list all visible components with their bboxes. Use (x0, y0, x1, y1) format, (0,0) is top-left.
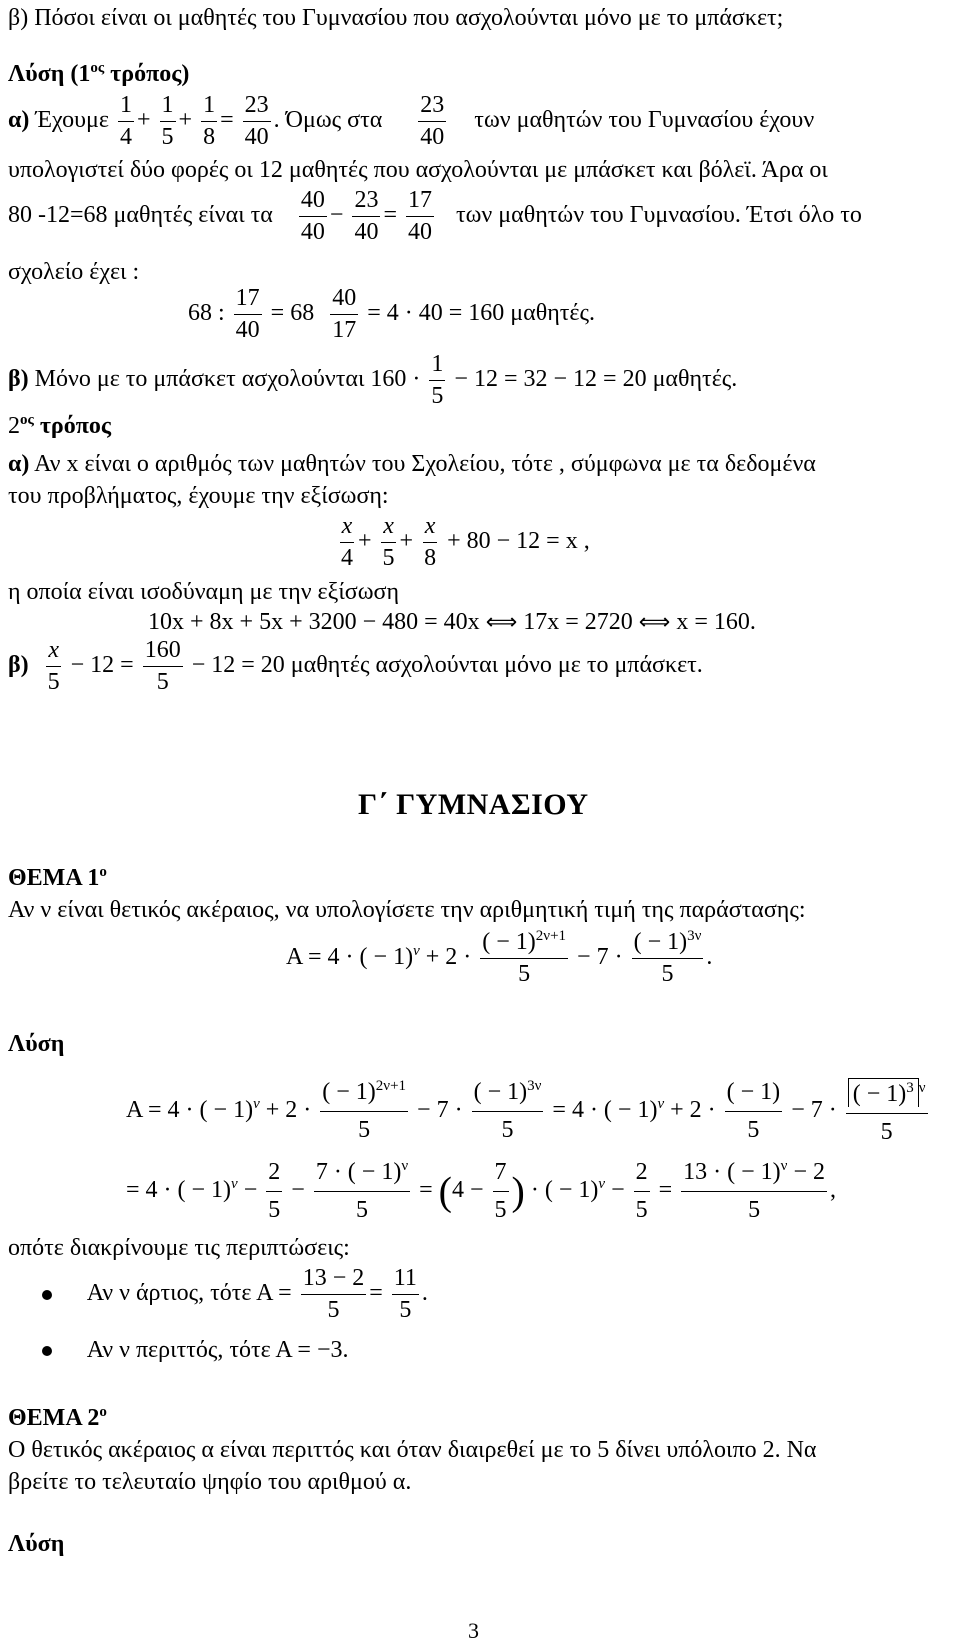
solution1-heading-pre: Λύση (1 (8, 61, 91, 87)
case1-pre: Αν ν άρτιος, τότε Α = (86, 1280, 292, 1307)
fraction-17-40: $\frac{17}{40}$ (407, 187, 432, 246)
fraction-x-5: $\frac{x}{5}$ (382, 513, 395, 572)
deriv-frac-3: $\frac{( - 1)}{5}$ (726, 1079, 781, 1144)
theme1-derivation-2: = 4 · ( − 1)$^\nu$ − $\frac{2}{5}$ − $\frac{7 \cdot ( - 1)^\nu}{5}$ = (4 − $\frac{7}{5}$ ) · ( − 1)$^\nu$ − $\frac{2}{5}$ = $\frac{13 \cdot ( - 1)^\nu - 2}{5}$ , (126, 1158, 837, 1224)
question-b (8, 6, 783, 30)
case1-frac-1: $\frac{13 - 2}{5}$ (302, 1265, 365, 1324)
theme1-solution-label (8, 1032, 64, 1056)
deriv-frac-1: $\frac{( - 1)^{2\nu+1}}{5}$ (322, 1078, 407, 1144)
calc-pre: 68 : (188, 300, 225, 327)
theme1-cases-intro (8, 1236, 350, 1260)
solution2-heading-pre: 2 (8, 413, 20, 439)
solution2-heading-post: τρόπος (33, 413, 112, 439)
solution1-heading-post: τρόπος) (104, 61, 190, 87)
label-b: β) (8, 366, 29, 393)
label-a2: α) (8, 451, 30, 477)
fraction-23-40: $\frac{23}{40}$ (244, 92, 269, 151)
solution2-heading-sup: ος (20, 412, 34, 428)
deriv-frac-7: $\frac{7}{5}$ (494, 1159, 507, 1224)
label-a: α) (8, 107, 30, 134)
theme1-heading (8, 866, 107, 890)
line3-pre: 80 -12=68 μαθητές είναι τα (8, 202, 273, 229)
theme1-problem (8, 898, 806, 922)
theme1-heading-sup: ο (99, 864, 107, 880)
b-text-pre: Μόνο με το μπάσκετ ασχολούνται 160 · (34, 366, 421, 393)
theme1-solution-label-text: Λύση (8, 1031, 65, 1057)
equiv-text: η οποία είναι ισοδύναμη με την εξίσωση (8, 579, 399, 605)
fraction-1-4: $\frac{1}{4}$ (120, 92, 132, 151)
theme2-problem-2-text: βρείτε το τελευταίο ψηφίο του αριθμού α. (8, 1469, 412, 1495)
case1-post: . (421, 1280, 428, 1307)
b2-mid: − 12 = (70, 652, 134, 679)
solution1-line3: 80 -12=68 μαθητές είναι τα $\frac{40}{40}$ − $\frac{23}{40}$ = $\frac{17}{40}$ των μαθητών του Γυμνασίου. Έτσι όλο το (8, 187, 862, 246)
solution1-calc (188, 286, 595, 343)
deriv-frac-9: $\frac{13 \cdot ( - 1)^\nu - 2}{5}$ (683, 1158, 826, 1224)
fraction-m1-2v1-5: $\frac{( - 1)^{2\nu+1}}{5}$ (482, 928, 567, 988)
theme1-heading-pre: ΘΕΜΑ 1 (8, 865, 100, 891)
solution1-line4 (8, 260, 139, 284)
fraction-x-8: $\frac{x}{8}$ (424, 513, 437, 572)
solution2-b-line (8, 638, 703, 695)
deriv-frac-6: $\frac{7 \cdot ( - 1)^\nu}{5}$ (315, 1158, 409, 1224)
fraction-160-5: $\frac{160}{5}$ (144, 637, 181, 696)
equivalence-arrow-icon-2: ⟺ (638, 610, 671, 635)
b2-post: − 12 = 20 μαθητές ασχολούνται μόνο με το μπάσκετ. (191, 652, 703, 679)
solution1-b-line (8, 352, 737, 409)
theme1-derivation-1: Α = 4 · ( − 1)$^\nu$ + 2 · $\frac{( - 1)^{2\nu+1}}{5}$ − 7 · $\frac{( - 1)^{3\nu}}{5}$ = 4 · ( − 1)$^\nu$ + 2 · $\frac{( - 1)}{5}$ − 7 · $\frac{( - 1)^3 ^\nu}{5}$ (126, 1078, 926, 1146)
deriv-frac-4: $\frac{( - 1)^3 ^\nu}{5}$ (846, 1078, 928, 1145)
eq2-part2: 17x = 2720 (523, 609, 633, 635)
solution2-equation: $\frac{x}{4}$ + $\frac{x}{5}$ + $\frac{x}{8}$ + 80 − 12 = x , (341, 513, 590, 572)
bullet-icon-2 (42, 1346, 52, 1356)
solution1-a-line: α) Έχουμε $\frac{1}{4}$ + $\frac{1}{5}$ + $\frac{1}{8}$ = $\frac{23}{40}$ . Όμως στα $\frac{23}{40}$ των μαθητών του Γυμνασίου έχουν (8, 92, 815, 151)
deriv-frac-8: $\frac{2}{5}$ (635, 1159, 648, 1224)
solution2-a-line2 (8, 484, 389, 508)
theme2-problem-1-text: Ο θετικός ακέραιος α είναι περιττός και όταν διαιρεθεί με το 5 δίνει υπόλοιπο 2. Να (8, 1437, 817, 1463)
theme2-problem-1 (8, 1438, 816, 1462)
fraction-23-40c: $\frac{23}{40}$ (354, 187, 379, 246)
expr-mid: + 2 · (425, 944, 472, 971)
section-title-text: Γ΄ ΓΥΜΝΑΣΙΟΥ (358, 788, 589, 821)
page-number (468, 1620, 479, 1642)
eq2-part3: x = 160. (676, 609, 756, 635)
solution2-a-text: Αν x είναι ο αριθμός των μαθητών του Σχολείου, τότε , σύμφωνα με τα δεδομένα (34, 451, 816, 477)
solution1-heading (8, 62, 189, 86)
fraction-x-4: $\frac{x}{4}$ (341, 513, 353, 572)
fraction-1-8: $\frac{1}{8}$ (203, 92, 216, 151)
fraction-1-5b: $\frac{1}{5}$ (431, 351, 444, 410)
case2-text: Αν ν περιττός, τότε Α = −3. (86, 1337, 349, 1363)
calc-post: = 4 · 40 = 160 μαθητές. (367, 300, 595, 327)
solution2-equiv (8, 580, 399, 604)
text-echoume: Έχουμε (35, 107, 109, 134)
solution1-heading-sup: ος (90, 60, 105, 76)
theme1-case1: Αν ν άρτιος, τότε Α = $\frac{13 - 2}{5}$ = $\frac{11}{5}$ . (42, 1266, 428, 1323)
question-b-text: β) Πόσοι είναι οι μαθητές του Γυμνασίου που ασχολούνται μόνο με το μπάσκετ; (8, 5, 784, 31)
cases-intro-text: οπότε διακρίνουμε τις περιπτώσεις: (8, 1235, 350, 1261)
solution1-line2 (8, 158, 828, 182)
deriv-frac-2: $\frac{( - 1)^{3\nu}}{5}$ (473, 1078, 542, 1144)
deriv-frac-5: $\frac{2}{5}$ (268, 1159, 281, 1224)
line2-text: υπολογιστεί δύο φορές οι 12 μαθητές που ασχολούνται με μπάσκετ και βόλεϊ. Άρα οι (8, 157, 828, 183)
fraction-17-40b: $\frac{17}{40}$ (235, 285, 260, 344)
fraction-40-40: $\frac{40}{40}$ (300, 187, 325, 246)
theme2-heading-pre: ΘΕΜΑ 2 (8, 1405, 100, 1431)
text-omos: . Όμως στα (273, 107, 383, 134)
fraction-m1-3v-5: $\frac{( - 1)^{3\nu}}{5}$ (633, 928, 702, 988)
page-number-text: 3 (468, 1618, 479, 1643)
equivalence-arrow-icon: ⟺ (485, 610, 518, 635)
fraction-1-5: $\frac{1}{5}$ (161, 92, 174, 151)
fraction-23-40b: $\frac{23}{40}$ (420, 92, 445, 151)
solution2-equation2 (148, 610, 756, 634)
solution2-a-text2: του προβλήματος, έχουμε την εξίσωση: (8, 483, 389, 509)
fraction-x-5b: $\frac{x}{5}$ (47, 637, 60, 696)
theme1-expression: Α = 4 · ( − 1)$^\nu$ + 2 · $\frac{( - 1)^{2\nu+1}}{5}$ − 7 · $\frac{( - 1)^{3\nu}}{5}$ . (286, 928, 713, 988)
theme2-problem-2 (8, 1470, 411, 1494)
bullet-icon (42, 1290, 52, 1300)
label-b2: β) (8, 652, 29, 679)
expr-pre: Α = 4 · ( − 1) (286, 944, 414, 971)
line3-post: των μαθητών του Γυμνασίου. Έτσι όλο το (455, 202, 862, 229)
section-title (358, 790, 589, 820)
theme2-solution-label (8, 1532, 64, 1556)
solution2-heading (8, 414, 111, 438)
theme2-heading (8, 1406, 107, 1430)
line4-text: σχολείο έχει : (8, 259, 140, 285)
solution2-a-line (8, 452, 816, 476)
case1-frac-2: $\frac{11}{5}$ (393, 1265, 417, 1324)
fraction-40-17: $\frac{40}{17}$ (332, 285, 357, 344)
calc-mid: = 68 (270, 300, 315, 327)
theme2-heading-sup: ο (99, 1404, 107, 1420)
eq2-part1: 10x + 8x + 5x + 3200 − 480 = 40x (148, 609, 480, 635)
b-text-post: − 12 = 32 − 12 = 20 μαθητές. (454, 366, 738, 393)
theme1-case2 (42, 1338, 348, 1362)
text-mathitwn: των μαθητών του Γυμνασίου έχουν (474, 107, 815, 134)
theme2-solution-label-text: Λύση (8, 1531, 65, 1557)
expr-mid2: − 7 · (577, 944, 623, 971)
eq-post: + 80 − 12 = x , (447, 528, 590, 555)
theme1-problem-text: Αν ν είναι θετικός ακέραιος, να υπολογίσετε την αριθμητική τιμή της παράστασης: (8, 897, 806, 923)
